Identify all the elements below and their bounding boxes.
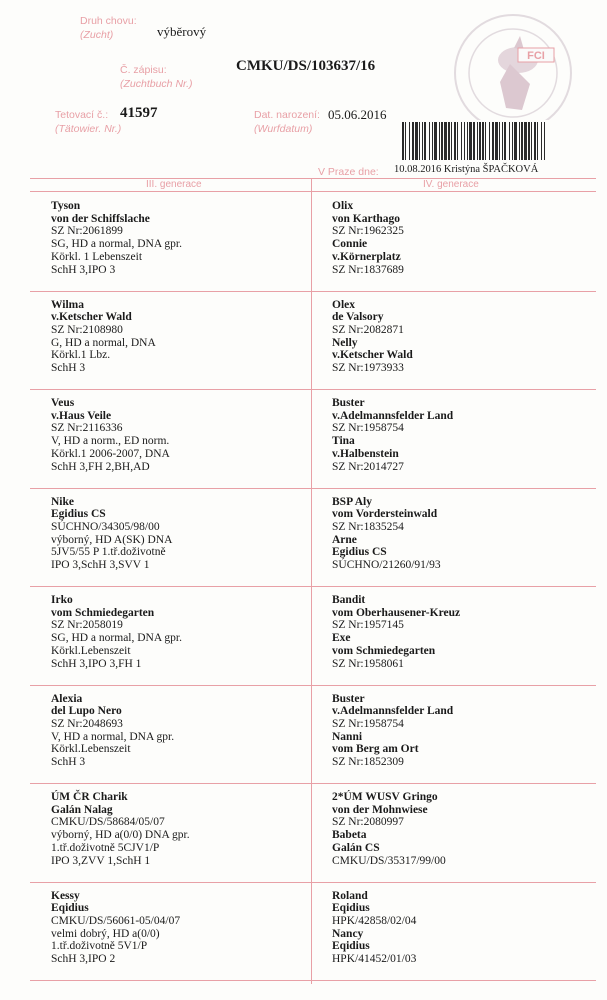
barcode-bar — [537, 122, 538, 160]
pedigree-cell-right — [332, 890, 602, 966]
dog-name-line: ÚM ČR Charik — [51, 791, 128, 803]
barcode-bar — [419, 122, 420, 160]
dog-info-line: SZ Nr:2082871 — [332, 323, 404, 336]
pedigree-cell-left — [51, 890, 321, 966]
breeding-type-label-cz: Druh chovu: — [80, 15, 137, 27]
row-divider — [30, 980, 596, 981]
dog-info-line: SZ Nr:1957145 — [332, 619, 404, 632]
dog-info-line: 1.tř.doživotně 5V1/P — [51, 940, 148, 953]
row-divider — [30, 882, 596, 883]
tattoo-label-de: (Tätowier. Nr.) — [55, 123, 122, 135]
barcode-bar — [409, 122, 410, 160]
dog-name-line: von der Schiffslache — [51, 212, 150, 225]
barcode-bar — [495, 122, 498, 160]
pedigree-cell-right — [332, 397, 602, 473]
dog-info-line: 1.tř.doživotně 5CJV1/P — [51, 841, 160, 854]
row-divider — [30, 488, 596, 489]
dog-name-line: v.Ketscher Wald — [51, 311, 132, 324]
registration-number: CMKU/DS/103637/16 — [236, 58, 376, 74]
dog-info-line: velmi dobrý, HD a(0/0) — [51, 927, 160, 940]
barcode-bar — [477, 122, 478, 160]
barcode-bar — [439, 122, 440, 160]
barcode-bar — [461, 122, 462, 160]
place-date-value: 10.08.2016 Kristýna ŠPAČKOVÁ — [394, 164, 539, 175]
row-divider — [30, 685, 596, 686]
dog-name-line: Tyson — [51, 200, 81, 212]
dog-name-line: v.Körnerplatz — [332, 250, 401, 263]
barcode-bar — [422, 122, 423, 160]
registration-label-cz: Č. zápisu: — [120, 64, 167, 76]
dog-info-line: výborný, HD a(0/0) DNA gpr. — [51, 829, 190, 842]
dog-name-line: Bandit — [332, 594, 366, 606]
barcode-bar — [457, 122, 458, 160]
barcode-bar — [469, 122, 472, 160]
row-divider — [30, 291, 596, 292]
dog-info-line: Körkl.Lebenszeit — [51, 743, 131, 756]
dog-name-line: vom Schmiedegarten — [332, 644, 436, 657]
dog-info-line: V, HD a norm., ED norm. — [51, 435, 170, 448]
dog-info-line: IPO 3,ZVV 1,SchH 1 — [51, 854, 151, 867]
dog-name-line: Nike — [51, 495, 74, 508]
barcode-bar — [448, 122, 450, 160]
pedigree-cell-right — [332, 693, 602, 769]
dog-info-line: SZ Nr:1958061 — [332, 657, 404, 670]
dog-name-line: Olex — [332, 298, 355, 311]
dog-name-line: vom Oberhausener-Kreuz — [332, 606, 461, 619]
dog-info-line: SZ Nr:2116336 — [51, 422, 123, 435]
barcode-bar — [514, 122, 517, 160]
breeding-type-label-de: (Zucht) — [80, 29, 114, 41]
barcode-bar — [531, 122, 532, 160]
dog-info-line: CMKU/DS/35317/99/00 — [332, 854, 446, 867]
pedigree-cell-right — [332, 200, 602, 276]
dog-name-line: Egidius CS — [332, 546, 387, 559]
registration-label — [120, 64, 193, 90]
dog-info-line: Körkl.Lebenszeit — [51, 644, 131, 657]
dog-name-line: v.Ketscher Wald — [332, 349, 413, 362]
barcode-bar — [541, 122, 542, 160]
dog-name-line: Nanni — [332, 730, 363, 743]
dog-info-line: výborný, HD A(SK) DNA — [51, 533, 173, 546]
dog-info-line: SG, HD a normal, DNA gpr. — [51, 632, 182, 645]
dog-name-line: Buster — [332, 397, 365, 409]
dog-name-line: Nelly — [332, 336, 358, 349]
barcode-bar — [434, 122, 437, 160]
tattoo-number: 41597 — [120, 105, 158, 121]
pedigree-cell-left — [51, 299, 321, 375]
tattoo-label-cz: Tetovací č.: — [55, 109, 109, 121]
barcode-bar — [451, 122, 452, 160]
row-divider — [30, 389, 596, 390]
grid-line — [30, 191, 596, 192]
dog-name-line: 2*ÚM WUSV Gringo — [332, 791, 438, 803]
dog-name-line: Babeta — [332, 829, 367, 842]
barcode-bar — [467, 122, 468, 160]
barcode-bar — [492, 122, 494, 160]
pedigree-cell-left — [51, 594, 321, 670]
pedigree-cell-left — [51, 496, 321, 572]
place-date-label: V Praze dne: — [318, 166, 379, 178]
dog-info-line: SZ Nr:2080997 — [332, 816, 404, 829]
barcode-bar — [509, 122, 510, 160]
barcode-bar — [424, 122, 426, 160]
dog-name-line: Irko — [51, 594, 73, 606]
barcode-bar — [489, 122, 490, 160]
dog-info-line: SZ Nr:1958754 — [332, 422, 404, 435]
dog-name-line: v.Halbenstein — [332, 447, 399, 460]
dog-info-line: HPK/41452/01/03 — [332, 953, 417, 966]
dog-name-line: v.Adelmannsfelder Land — [332, 705, 454, 718]
dog-name-line: v.Adelmannsfelder Land — [332, 409, 454, 422]
barcode-bar — [534, 122, 536, 160]
breeding-type-value: výběrový — [157, 24, 207, 39]
barcode-bar — [432, 122, 433, 160]
barcode-bar — [504, 122, 506, 160]
dog-info-line: SZ Nr:1962325 — [332, 225, 404, 238]
barcode-bar — [412, 122, 414, 160]
dog-name-line: vom Vordersteinwald — [332, 508, 438, 521]
dog-name-line: Galán CS — [332, 841, 380, 854]
barcode-bar — [502, 122, 503, 160]
dog-name-line: vom Berg am Ort — [332, 743, 419, 756]
dog-name-line: vom Schmiedegarten — [51, 606, 155, 619]
barcode-bar — [429, 122, 430, 160]
dog-info-line: Körkl. 1 Lebenszeit — [51, 250, 143, 263]
dog-name-line: Roland — [332, 889, 368, 902]
dog-info-line: SchH 3,IPO 2 — [51, 953, 116, 966]
barcode-icon — [400, 120, 550, 162]
barcode-bar — [479, 122, 481, 160]
pedigree-cell-left — [51, 791, 321, 867]
dog-info-line: SchH 3,IPO 3 — [51, 263, 116, 276]
barcode-bar — [405, 122, 406, 160]
dog-info-line: 5JV5/55 P 1.tř.doživotně — [51, 546, 166, 559]
barcode-bar — [499, 122, 500, 160]
dog-name-line: Wilma — [51, 298, 85, 311]
dog-name-line: Nancy — [332, 927, 364, 940]
pedigree-cell-right — [332, 299, 602, 375]
generation-label-right: IV. generace — [423, 179, 479, 190]
dog-info-line: SÚCHNO/21260/91/93 — [332, 559, 441, 572]
dog-name-line: Eqidius — [332, 902, 370, 915]
dog-info-line: SZ Nr:2014727 — [332, 460, 404, 473]
dog-info-line: IPO 3,SchH 3,SVV 1 — [51, 559, 150, 572]
barcode-bar — [544, 122, 545, 160]
dog-info-line: SZ Nr:2058019 — [51, 619, 123, 632]
barcode-bar — [402, 122, 404, 160]
birth-date-value: 05.06.2016 — [328, 107, 387, 122]
fci-stamp-icon — [452, 12, 574, 134]
barcode-bar — [415, 122, 418, 160]
dog-name-line: Olix — [332, 200, 354, 212]
dog-name-line: Galán Nalag — [51, 803, 113, 816]
dog-info-line: SZ Nr:1837689 — [332, 263, 404, 276]
dog-info-line: SZ Nr:1835254 — [332, 520, 404, 533]
dog-info-line: SG, HD a normal, DNA gpr. — [51, 238, 182, 251]
barcode-bar — [444, 122, 447, 160]
barcode-bar — [482, 122, 484, 160]
dog-name-line: Eqidius — [332, 940, 370, 953]
barcode-bar — [528, 122, 530, 160]
dog-name-line: von Karthago — [332, 212, 401, 225]
dog-info-line: CMKU/DS/56061-05/04/07 — [51, 914, 181, 927]
dog-info-line: SZ Nr:2048693 — [51, 717, 123, 730]
registration-label-de: (Zuchtbuch Nr.) — [120, 78, 193, 90]
dog-name-line: Arne — [332, 533, 357, 546]
barcode-bar — [512, 122, 513, 160]
dog-name-line: de Valsory — [332, 311, 384, 324]
dog-info-line: SZ Nr:2061899 — [51, 225, 123, 238]
dog-info-line: SZ Nr:1958754 — [332, 717, 404, 730]
dog-name-line: Veus — [51, 397, 75, 409]
barcode-bar — [441, 122, 443, 160]
stamp-text: FCI — [527, 50, 545, 62]
pedigree-cell-right — [332, 594, 602, 670]
pedigree-cell-left — [51, 200, 321, 276]
dog-name-line: Alexia — [51, 692, 83, 705]
pedigree-cell-left — [51, 397, 321, 473]
dog-info-line: Körkl.1 Lbz. — [51, 349, 111, 362]
dog-info-line: Körkl.1 2006-2007, DNA — [51, 447, 170, 460]
dog-name-line: Kessy — [51, 889, 80, 902]
barcode-bar — [524, 122, 527, 160]
generation-label-left: III. generace — [146, 179, 202, 190]
dog-name-line: del Lupo Nero — [51, 705, 122, 718]
dog-name-line: Connie — [332, 238, 368, 251]
dog-name-line: Tina — [332, 435, 355, 448]
barcode-bar — [485, 122, 486, 160]
dog-name-line: Buster — [332, 692, 365, 705]
barcode-bar — [521, 122, 523, 160]
pedigree-cell-right — [332, 791, 602, 867]
pedigree-cell-right — [332, 496, 602, 572]
grid-line — [30, 178, 596, 179]
dog-info-line: SchH 3,IPO 3,FH 1 — [51, 657, 142, 670]
dog-info-line: SZ Nr:1973933 — [332, 362, 404, 375]
tattoo-label — [55, 109, 121, 135]
dog-info-line: SchH 3,FH 2,BH,AD — [51, 460, 150, 473]
dog-info-line: G, HD a normal, DNA — [51, 336, 156, 349]
pedigree-cell-left — [51, 693, 321, 769]
dog-info-line: SchH 3 — [51, 362, 86, 375]
barcode-bar — [519, 122, 520, 160]
birth-date-label-cz: Dat. narození: — [254, 109, 320, 121]
barcode-bar — [464, 122, 465, 160]
birth-date-label — [254, 109, 320, 135]
dog-name-line: Exe — [332, 632, 351, 645]
dog-info-line: SZ Nr:1852309 — [332, 756, 404, 769]
dog-name-line: BSP Aly — [332, 495, 372, 508]
dog-name-line: von der Mohnwiese — [332, 803, 428, 816]
dog-name-line: Eqidius — [51, 902, 89, 915]
dog-info-line: SZ Nr:2108980 — [51, 323, 123, 336]
birth-date-label-de: (Wurfdatum) — [254, 123, 313, 135]
row-divider — [30, 783, 596, 784]
breeding-type-label — [80, 15, 137, 41]
dog-info-line: HPK/42858/02/04 — [332, 914, 417, 927]
dog-info-line: V, HD a normal, DNA gpr. — [51, 730, 175, 743]
dog-name-line: v.Haus Veile — [51, 409, 112, 422]
barcode-bar — [454, 122, 456, 160]
dog-info-line: CMKU/DS/58684/05/07 — [51, 816, 165, 829]
dog-name-line: Egidius CS — [51, 508, 106, 521]
row-divider — [30, 586, 596, 587]
dog-info-line: SchH 3 — [51, 756, 86, 769]
barcode-bar — [473, 122, 475, 160]
dog-info-line: SÚCHNO/34305/98/00 — [51, 520, 160, 533]
